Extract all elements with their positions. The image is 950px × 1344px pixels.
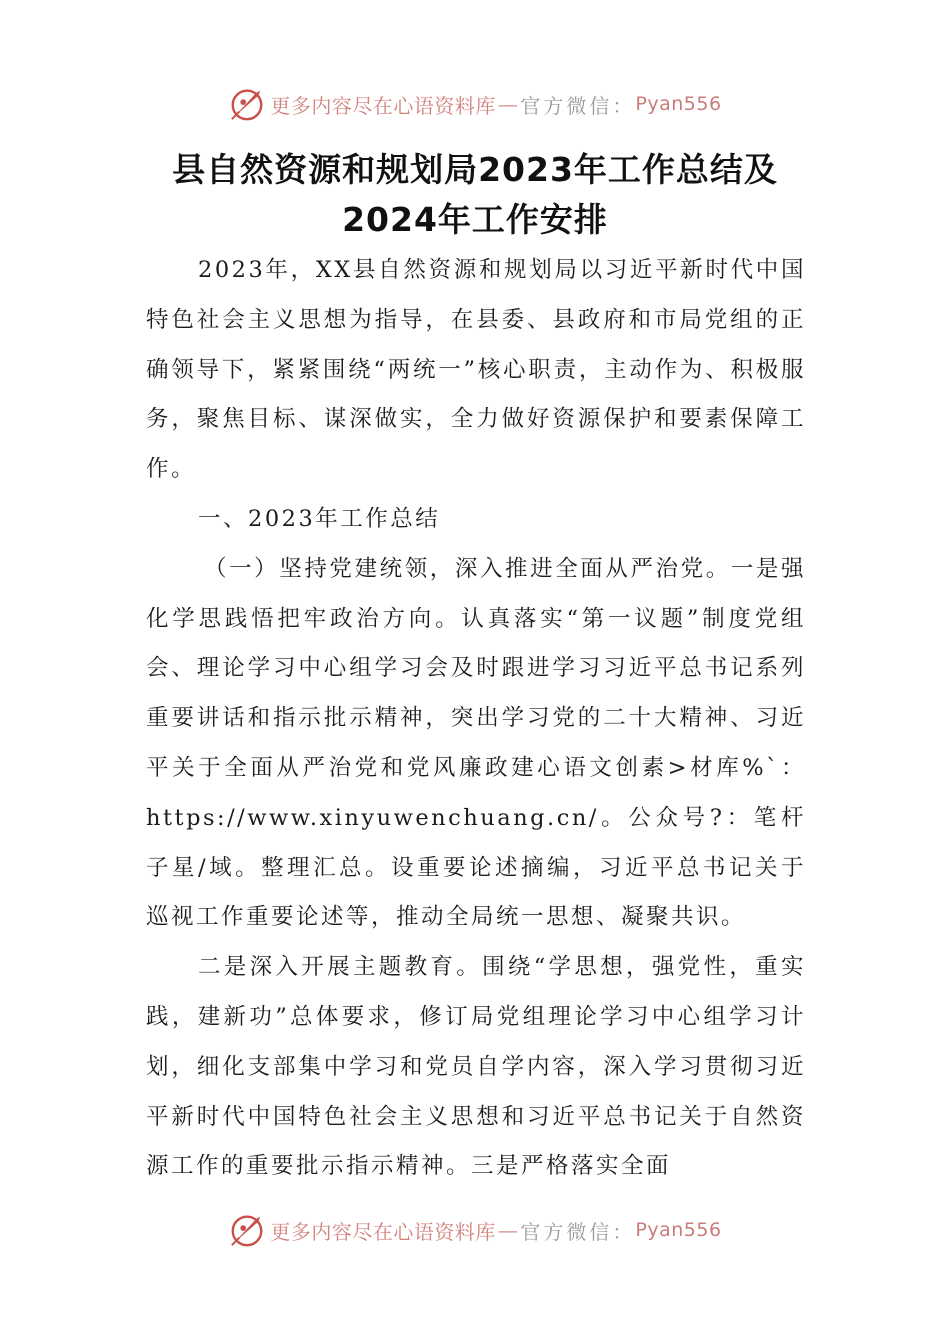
- watermark-dash: —: [497, 92, 519, 116]
- watermark-wechat-id: Pyan556: [635, 1219, 722, 1241]
- watermark-wechat-id: Pyan556: [635, 93, 722, 115]
- paragraph-theme-education: 二是深入开展主题教育。围绕“学思想，强党性，重实践，建新功”总体要求，修订局党组理论学习中心组学习计划，细化支部集中学习和党员自学内容，深入学习贯彻习近平新时代中国特色社会主义思想和习近平总书记关于自然资源工作的重要批示指示精神。三是严格落实全面: [146, 954, 806, 1180]
- quill-logo-icon: [228, 1211, 266, 1249]
- watermark-banner-top: [0, 84, 950, 124]
- section-heading: 一、2023年工作总结: [198, 505, 441, 532]
- watermark-official-label: 官方微信：: [520, 1219, 636, 1244]
- document-title-line1: 县自然资源和规划局2023年工作总结及: [172, 150, 778, 189]
- paragraph-party-building: （一）坚持党建统领，深入推进全面从严治党。一是强化学思践悟把牢政治方向。认真落实“第一议题”制度党组会、理论学习中心组学习会及时跟进学习习近平总书记系列重要讲话和指示批示精神，突出学习党的二十大精神、习近平关于全面从严治党和党风廉政建心语文创素>材库%`：https://www.xinyuwenchuang.cn/。公众号?：笔杆子星/域。整理汇总。设重要论述摘编，习近平总书记关于巡视工作重要论述等，推动全局统一思想、凝聚共识。: [146, 555, 806, 931]
- watermark-official-label: 官方微信：: [520, 93, 636, 118]
- watermark-brand: 更多内容尽在心语资料库: [270, 1219, 496, 1244]
- quill-logo-icon: [228, 85, 266, 123]
- document-title-line2: 2024年工作安排: [342, 200, 608, 239]
- paragraph-intro: 2023年，XX县自然资源和规划局以习近平新时代中国特色社会主义思想为指导，在县委、县政府和市局党组的正确领导下，紧紧围绕“两统一”核心职责，主动作为、积极服务，聚焦目标、谋深做实，全力做好资源保护和要素保障工作。: [146, 257, 806, 483]
- watermark-dash: —: [497, 1218, 519, 1242]
- watermark-brand: 更多内容尽在心语资料库: [270, 93, 496, 118]
- document-body: [146, 246, 806, 1192]
- watermark-banner-bottom: [0, 1210, 950, 1250]
